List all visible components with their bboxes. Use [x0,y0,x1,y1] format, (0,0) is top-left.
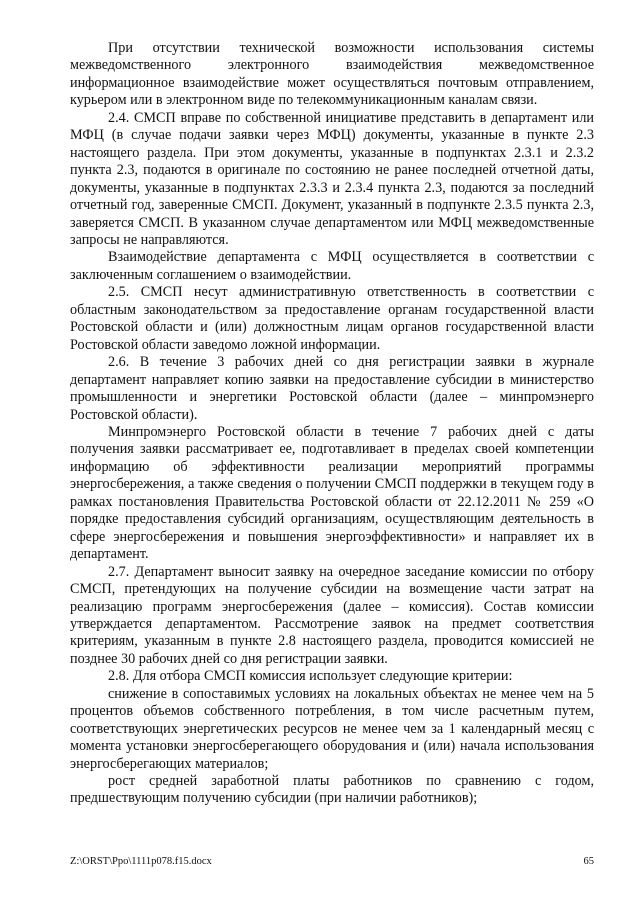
paragraph-2-5: 2.5. СМСП несут административную ответственность в соответствии с областным законодательством за предоставление органам государственной власти Ростовской области и (или) должностным лицам органов государственной власти Ростовской области заведомо ложной информации. [70,284,594,353]
document-body [70,40,594,808]
paragraph-2-8: 2.8. Для отбора СМСП комиссия использует следующие критерии: [108,668,513,685]
paragraph-mfc-interaction: Взаимодействие департамента с МФЦ осуществляется в соответствии с заключенным соглашением о взаимодействии. [70,249,594,283]
footer-file-path: Z:\ORST\Ppo\1111p078.f15.docx [70,856,212,867]
criterion-energy-reduction: снижение в сопоставимых условиях на локальных объектах не менее чем на 5 процентов объемов собственного потребления, в том числе расчетным путем, соответствующих энергетических ресурсов не менее чем за 1 календарный месяц с момента установки энергосберегающего оборудования и (или) начала использования энергосберегающих материалов; [70,685,594,772]
paragraph-no-technical-possibility: При отсутствии технической возможности использования системы межведомственного электронного взаимодействия межведомственное информационное взаимодействие может осуществляться почтовым отправлением, курьером или в электронном виде по телекоммуникационным каналам связи. [70,40,594,109]
criterion-salary-growth: рост средней заработной платы работников по сравнению с годом, предшествующим получению субсидии (при наличии работников); [70,773,594,807]
paragraph-minpromenergo: Минпромэнерго Ростовской области в течение 7 рабочих дней с даты получения заявки рассматривает ее, подготавливает в пределах своей компетенции информацию об эффективности реализации мероприятий программы энергосбережения, а также сведения о получении СМСП поддержки в текущем году в рамках постановления Правительства Ростовской области от 22.12.2011 № 259 «О порядке предоставления субсидий организациям, осуществляющим деятельность в сфере энергосбережения и повышения энергоэффективности» и направляет их в департамент. [70,423,594,563]
paragraph-2-4: 2.4. СМСП вправе по собственной инициативе представить в департамент или МФЦ (в случае подачи заявки через МФЦ) документы, указанные в пункте 2.3 настоящего раздела. При этом документы, указанные в подпунктах 2.3.1 и 2.3.2 пункта 2.3, подаются в оригинале по состоянию не ранее последней отчетной даты, документы, указанные в подпунктах 2.3.3 и 2.3.4 пункта 2.3, подаются за последний отчетный год, заверенные СМСП. Документ, указанный в подпункте 2.3.5 пункта 2.3, заверяется СМСП. В указанном случае департаментом или МФЦ межведомственные запросы не направляются. [70,109,594,248]
paragraph-2-6: 2.6. В течение 3 рабочих дней со дня регистрации заявки в журнале департамент направляет копию заявки на предоставление субсидии в министерство промышленности и энергетики Ростовской области (далее – минпромэнерго Ростовской области). [70,354,594,423]
footer-page-number: 65 [583,856,594,867]
paragraph-2-7: 2.7. Департамент выносит заявку на очередное заседание комиссии по отбору СМСП, претендующих на получение субсидии на возмещение части затрат на реализацию программ энергосбережения (далее – комиссия). Состав комиссии утверждается департаментом. Рассмотрение заявок на предмет соответствия критериям, указанным в пункте 2.8 настоящего раздела, проводится комиссией не позднее 30 рабочих дней со дня регистрации заявки. [70,563,594,667]
